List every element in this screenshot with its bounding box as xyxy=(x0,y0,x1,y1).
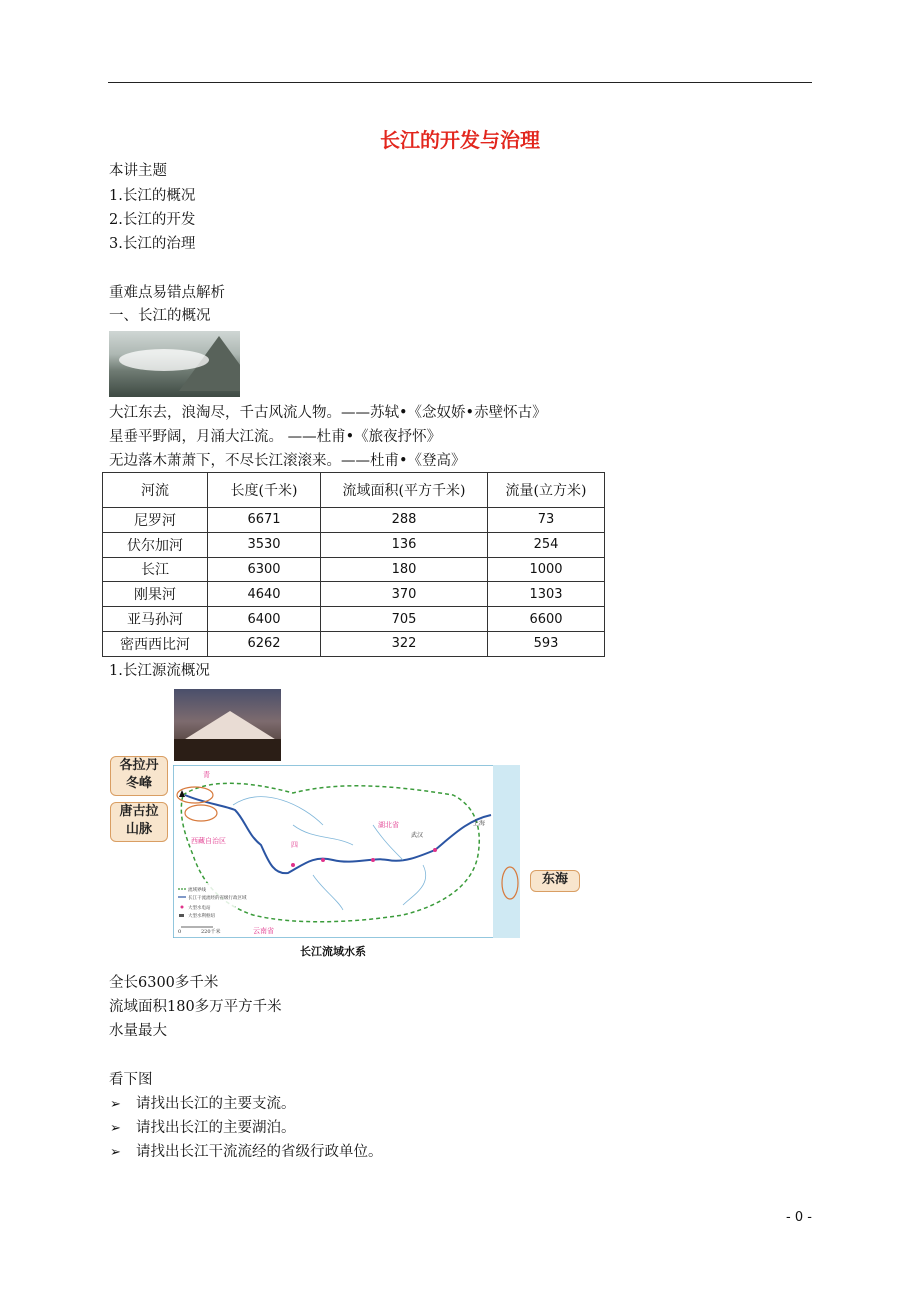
topics-heading: 本讲主题 xyxy=(109,163,167,179)
table-cell: 593 xyxy=(488,631,605,656)
table-row xyxy=(103,607,605,632)
section1-heading: 一、长江的概况 xyxy=(109,308,211,324)
table-header: 长度(千米) xyxy=(208,473,321,508)
table-cell: 尼罗河 xyxy=(103,508,208,533)
table-row xyxy=(103,557,605,582)
page-number: - 0 - xyxy=(786,1210,812,1225)
task-item xyxy=(110,1118,296,1139)
map-caption: 长江流域水系 xyxy=(300,945,366,958)
table-cell: 6262 xyxy=(208,631,321,656)
topic-item-2: 2.长江的开发 xyxy=(109,212,196,228)
landscape-photo xyxy=(109,331,240,397)
legend-label: 长江干流流经的省级行政区域 xyxy=(188,896,247,901)
legend-label: 大型水电站 xyxy=(188,906,211,911)
map-label: 四 xyxy=(291,841,298,849)
map-label: 青 xyxy=(203,771,210,779)
poem-line-1: 大江东去，浪淘尽，千古风流人物。——苏轼•《念奴娇•赤壁怀古》 xyxy=(109,405,547,421)
table-cell: 4640 xyxy=(208,582,321,607)
table-cell: 伏尔加河 xyxy=(103,532,208,557)
sea-area xyxy=(493,765,520,938)
task-text: 请找出长江的主要支流。 xyxy=(136,1096,296,1112)
subsection-heading: 1.长江源流概况 xyxy=(109,663,210,679)
poem-line-3: 无边落木萧萧下，不尽长江滚滚来。——杜甫•《登高》 xyxy=(109,453,466,469)
map-label: 湖北省 xyxy=(378,821,399,829)
scale-label: 0 xyxy=(178,929,182,935)
table-cell: 3530 xyxy=(208,532,321,557)
power-station-icon xyxy=(371,858,375,862)
map-label: 武汉 xyxy=(411,832,424,839)
table-cell: 705 xyxy=(321,607,488,632)
fact-area: 流域面积180多万平方千米 xyxy=(109,999,282,1015)
analysis-heading: 重难点易错点解析 xyxy=(109,285,225,301)
arrow-bullet-icon: ➢ xyxy=(110,1097,121,1112)
table-row xyxy=(103,582,605,607)
poem-line-2: 星垂平野阔，月涌大江流。 ——杜甫•《旅夜抒怀》 xyxy=(109,429,442,445)
table-cell: 长江 xyxy=(103,557,208,582)
arrow-bullet-icon: ➢ xyxy=(110,1121,121,1136)
task-text: 请找出长江的主要湖泊。 xyxy=(136,1120,296,1136)
table-cell: 254 xyxy=(488,532,605,557)
table-cell: 73 xyxy=(488,508,605,533)
legend-label: 流域界线 xyxy=(188,888,206,893)
table-cell: 136 xyxy=(321,532,488,557)
scale-label: 220千米 xyxy=(201,929,221,935)
look-heading: 看下图 xyxy=(109,1072,153,1088)
table-cell: 6300 xyxy=(208,557,321,582)
table-cell: 6671 xyxy=(208,508,321,533)
page-title: 长江的开发与治理 xyxy=(380,128,540,152)
callout-text: 冬峰 xyxy=(125,776,152,791)
table-header: 流量(立方米) xyxy=(488,473,605,508)
table-cell: 亚马孙河 xyxy=(103,607,208,632)
table-cell: 288 xyxy=(321,508,488,533)
table-header-row xyxy=(103,473,605,508)
topic-item-1: 1.长江的概况 xyxy=(109,188,196,204)
callout-east-sea: 东海 xyxy=(530,870,580,892)
city-icon xyxy=(433,848,437,852)
topic-item-3: 3.长江的治理 xyxy=(109,236,196,252)
table-cell: 密西西比河 xyxy=(103,631,208,656)
table-row xyxy=(103,508,605,533)
callout-text: 唐古拉 xyxy=(119,804,159,819)
yangtze-basin-map xyxy=(173,765,520,938)
table-cell: 322 xyxy=(321,631,488,656)
task-item xyxy=(110,1094,296,1115)
table-cell: 180 xyxy=(321,557,488,582)
table-cell: 6400 xyxy=(208,607,321,632)
table-cell: 1303 xyxy=(488,582,605,607)
table-row xyxy=(103,532,605,557)
callout-text: 各拉丹 xyxy=(119,758,159,773)
map-label: 上海 xyxy=(473,820,486,827)
legend-label: 大型水利枢纽 xyxy=(188,914,215,919)
table-cell: 370 xyxy=(321,582,488,607)
task-item xyxy=(110,1142,383,1163)
callout-text: 山脉 xyxy=(125,822,152,837)
fact-volume: 水量最大 xyxy=(109,1023,167,1039)
table-cell: 刚果河 xyxy=(103,582,208,607)
snow-mountain-photo xyxy=(174,689,281,761)
fact-length: 全长6300多千米 xyxy=(109,975,219,991)
river-comparison-table xyxy=(102,472,605,657)
power-station-icon xyxy=(321,858,325,862)
task-text: 请找出长江干流流经的省级行政单位。 xyxy=(136,1144,383,1160)
power-station-icon xyxy=(291,863,295,867)
table-cell: 1000 xyxy=(488,557,605,582)
header-rule xyxy=(108,82,812,83)
callout-geladandong xyxy=(110,756,168,796)
arrow-bullet-icon: ➢ xyxy=(110,1145,121,1160)
table-row xyxy=(103,631,605,656)
table-header: 流域面积(平方千米) xyxy=(321,473,488,508)
table-cell: 6600 xyxy=(488,607,605,632)
callout-tanggula xyxy=(110,802,168,842)
map-label: 西藏自治区 xyxy=(191,837,226,845)
table-header: 河流 xyxy=(103,473,208,508)
map-label: 云南省 xyxy=(253,927,274,935)
